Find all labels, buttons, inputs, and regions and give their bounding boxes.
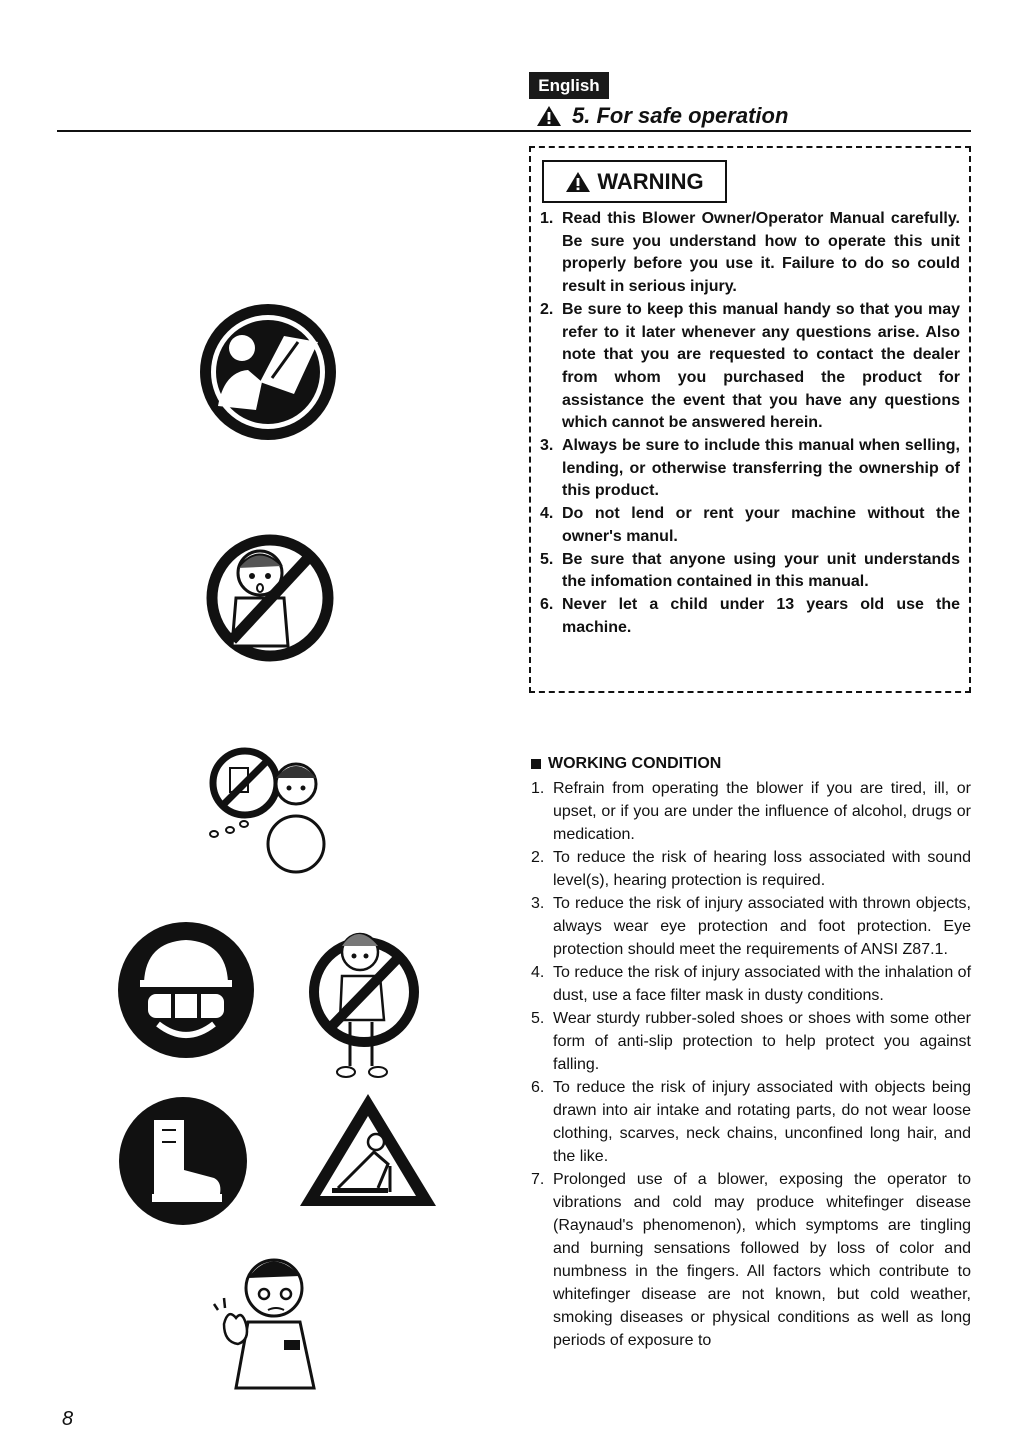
page-number: 8: [62, 1408, 74, 1430]
item-text: Read this Blower Owner/Operator Manual carefully. Be sure you understand how to operate this unit properly before you use it. Failure to do so could result in serious injury.: [562, 210, 960, 296]
item-text: Prolonged use of a blower, exposing the operator to vibrations and cold may produce whitefinger disease (Raynaud's phenomenon), which symptoms are tingling and burning sensations followed by loss of color and numbness in the fingers. All factors which contribute to whitefinger disease are not known, but cold weather, smoking diseases or physical conditions as well as long periods of exposure to: [553, 1171, 971, 1349]
warning-label: [542, 160, 727, 203]
warning-triangle-icon: [536, 105, 562, 127]
item-number: 1.: [531, 780, 545, 797]
item-text: Always be sure to include this manual when selling, lending, or otherwise transferring the ownership of this product.: [562, 437, 960, 500]
item-text: To reduce the risk of injury associated with thrown objects, always wear eye protection and foot protection. Eye protection should meet the requirements of ANSI Z87.1.: [553, 895, 971, 958]
no-loose-clothing-icon: [308, 916, 423, 1086]
warning-triangle-icon: [565, 171, 591, 193]
item-text: Do not lend or rent your machine without the owner's manul.: [562, 505, 960, 545]
list-item: [531, 1076, 971, 1168]
item-number: 4.: [531, 964, 545, 981]
item-text: To reduce the risk of hearing loss associated with sound level(s), hearing protection is required.: [553, 849, 971, 889]
item-number: 5.: [540, 550, 554, 568]
item-text: To reduce the risk of injury associated with objects being drawn into air intake and rotating parts, do not wear loose clothing, scarves, neck chains, unconfined long hair, and the like.: [553, 1079, 971, 1165]
item-number: 1.: [540, 210, 554, 227]
item-text: Never let a child under 13 years old use the machine.: [562, 595, 960, 636]
wear-boots-icon: [118, 1096, 248, 1226]
list-item: [540, 435, 960, 503]
item-number: 3.: [531, 895, 545, 912]
item-text: Be sure to keep this manual handy so that you may refer to it later whenever any questions arise. Also note that you are requested to contact the dealer from whom you purchased the product for assistance the event that you have any questions which cannot be answered herein.: [562, 300, 960, 432]
list-item: [531, 1168, 971, 1352]
item-number: 6.: [531, 1079, 545, 1096]
item-number: 2.: [540, 300, 554, 318]
list-item: [531, 846, 971, 892]
read-manual-icon: [198, 302, 338, 442]
item-text: Wear sturdy rubber-soled shoes or shoes with some other form of anti-slip protection to help protect you against falling.: [553, 1010, 971, 1073]
item-number: 6.: [540, 595, 554, 613]
list-item: [531, 777, 971, 846]
wear-protective-gear-icon: [116, 920, 256, 1060]
list-item: [531, 1007, 971, 1076]
item-number: 5.: [531, 1010, 545, 1027]
section-title-text: 5. For safe operation: [572, 103, 789, 128]
working-condition-heading-text: WORKING CONDITION: [548, 755, 722, 772]
item-text: Refrain from operating the blower if you are tired, ill, or upset, or if you are under the influence of alcohol, drugs or medication.: [553, 780, 971, 843]
item-text: Be sure that anyone using your unit understands the infomation contained in this manual.: [562, 550, 960, 591]
list-item: [540, 208, 960, 299]
header-rule: [57, 130, 971, 132]
item-number: 7.: [531, 1171, 545, 1188]
list-item: [540, 549, 960, 594]
working-condition-heading: [531, 755, 721, 773]
warning-list: [540, 208, 960, 639]
square-bullet-icon: [531, 759, 541, 769]
item-number: 3.: [540, 437, 554, 455]
item-text: To reduce the risk of injury associated with the inhalation of dust, use a face filter mask in dusty conditions.: [553, 964, 972, 1004]
whitefinger-hand-icon: [206, 1244, 336, 1394]
list-item: [540, 299, 960, 435]
caution-slip-hazard-icon: [298, 1092, 438, 1210]
working-condition-list: [531, 777, 971, 1352]
item-number: 2.: [531, 849, 545, 866]
warning-box: [529, 146, 971, 693]
list-item: [540, 594, 960, 639]
warning-label-text: WARNING: [597, 168, 704, 194]
list-item: [531, 961, 971, 1007]
language-tab: English: [529, 72, 609, 99]
list-item: [531, 892, 971, 961]
no-children-icon: [200, 528, 340, 668]
list-item: [540, 503, 960, 548]
item-number: 4.: [540, 505, 554, 523]
section-title: [536, 102, 788, 130]
no-alcohol-drugs-icon: [200, 738, 340, 878]
